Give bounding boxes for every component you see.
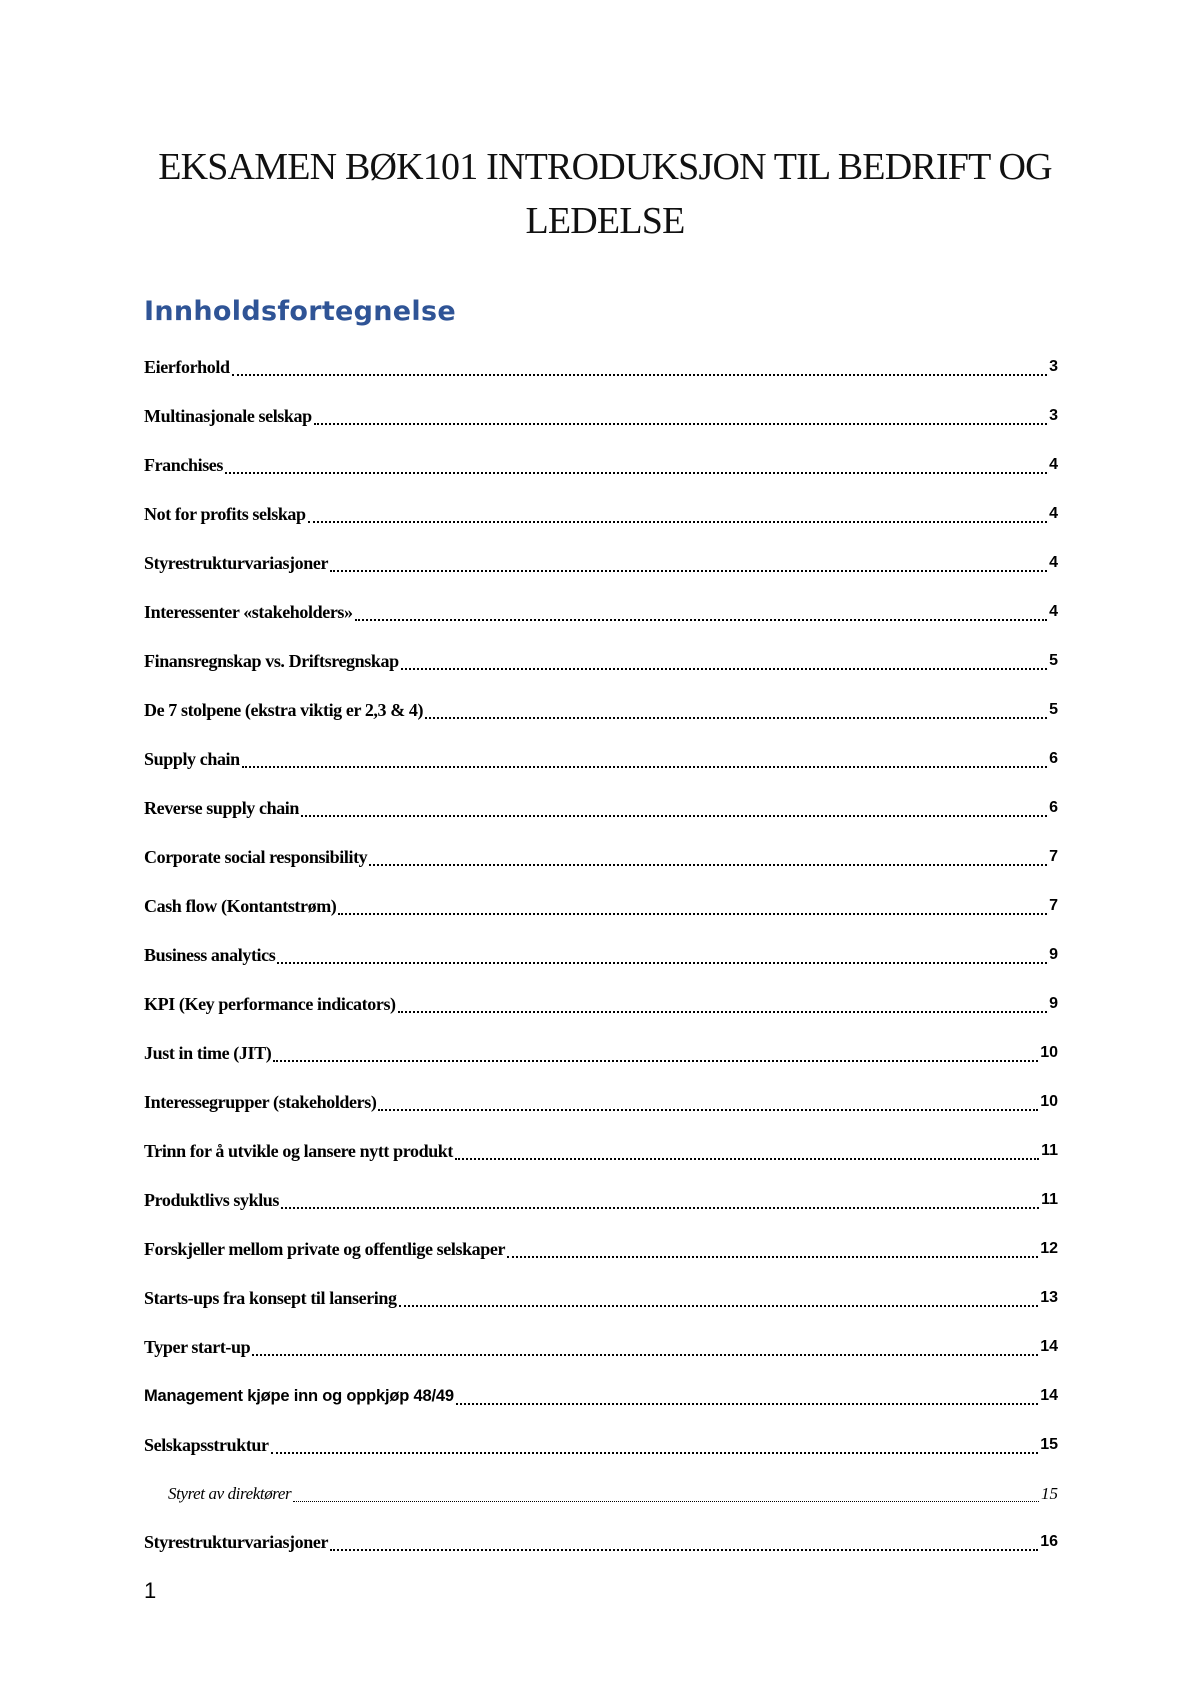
toc-entry[interactable] <box>144 1189 1058 1238</box>
toc-entry-page: 7 <box>1049 848 1058 865</box>
toc-entry-label: Styrestrukturvariasjoner <box>144 1532 329 1552</box>
dot-leader <box>308 503 1047 523</box>
toc-entry-label: Reverse supply chain <box>144 798 300 818</box>
toc-entry-label: Management kjøpe inn og oppkjøp 48/49 <box>144 1387 454 1405</box>
toc-entry[interactable] <box>144 797 1058 846</box>
dot-leader <box>232 356 1048 376</box>
dot-leader <box>273 1042 1038 1062</box>
toc-entry[interactable] <box>144 356 1058 405</box>
toc-entry-label: Cash flow (Kontantstrøm) <box>144 896 337 916</box>
toc-entry-label: Multinasjonale selskap <box>144 406 312 426</box>
toc-entry[interactable] <box>144 454 1058 503</box>
toc-entry[interactable] <box>144 503 1058 552</box>
toc-entry-label: Supply chain <box>144 749 240 769</box>
dot-leader <box>225 454 1047 474</box>
toc-entry-page: 4 <box>1049 456 1058 473</box>
toc-entry[interactable] <box>144 993 1058 1042</box>
toc-entry-page: 9 <box>1049 946 1058 963</box>
toc-entry-label: Not for profits selskap <box>144 504 306 524</box>
toc-heading: Innholdsfortegnelse <box>144 296 456 327</box>
toc-entry-label: Franchises <box>144 455 223 475</box>
toc-entry-label: Starts-ups fra konsept til lansering <box>144 1288 397 1308</box>
dot-leader <box>281 1189 1039 1209</box>
toc-entry[interactable] <box>144 1287 1058 1336</box>
toc-entry[interactable] <box>144 1042 1058 1091</box>
toc-entry[interactable] <box>144 1238 1058 1287</box>
toc-entry-page: 12 <box>1040 1240 1058 1257</box>
dot-leader <box>425 699 1047 719</box>
toc-entry[interactable] <box>144 846 1058 895</box>
toc-entry[interactable] <box>144 1434 1058 1483</box>
toc-subentry-label: Styret av direktører <box>168 1484 292 1503</box>
toc-entry[interactable] <box>144 699 1058 748</box>
toc-entry-label: Corporate social responsibility <box>144 847 368 867</box>
toc-entry-page: 3 <box>1049 358 1058 375</box>
dot-leader <box>507 1238 1038 1258</box>
toc-entry-page: 4 <box>1049 505 1058 522</box>
toc-entry-page: 13 <box>1040 1289 1058 1306</box>
toc-subentry-page: 15 <box>1041 1484 1058 1503</box>
toc-entry[interactable] <box>144 944 1058 993</box>
toc-entry-page: 14 <box>1040 1387 1058 1404</box>
toc-entry[interactable] <box>144 1336 1058 1385</box>
toc-entry-page: 10 <box>1040 1093 1058 1110</box>
toc-entry[interactable] <box>144 1091 1058 1140</box>
toc-entry-label: Finansregnskap vs. Driftsregnskap <box>144 651 399 671</box>
toc-entry-page: 6 <box>1049 799 1058 816</box>
dot-leader <box>399 1287 1039 1307</box>
toc-entry[interactable] <box>144 1531 1058 1580</box>
dot-leader <box>242 748 1047 768</box>
toc-entry-page: 16 <box>1040 1533 1058 1550</box>
toc-entry-label: Produktlivs syklus <box>144 1190 280 1210</box>
dot-leader <box>398 993 1047 1013</box>
toc-entry-page: 5 <box>1049 652 1058 669</box>
toc-entry-label: Typer start-up <box>144 1337 251 1357</box>
toc-entry-page: 3 <box>1049 407 1058 424</box>
toc-entry[interactable] <box>144 601 1058 650</box>
dot-leader <box>378 1091 1038 1111</box>
toc-entry-label: Business analytics <box>144 945 276 965</box>
toc-entry[interactable] <box>144 895 1058 944</box>
toc-entry-label: Interessegrupper (stakeholders) <box>144 1092 377 1112</box>
toc-entry-label: Trinn for å utvikle og lansere nytt produkt <box>144 1141 454 1161</box>
dot-leader <box>369 846 1047 866</box>
toc-entry[interactable] <box>144 405 1058 454</box>
dot-leader <box>301 797 1047 817</box>
toc-entry-page: 6 <box>1049 750 1058 767</box>
dot-leader <box>456 1385 1038 1405</box>
toc-entry-page: 4 <box>1049 603 1058 620</box>
toc-entry-page: 9 <box>1049 995 1058 1012</box>
footer-page-number: 1 <box>144 1578 157 1603</box>
toc-entry-page: 11 <box>1041 1191 1058 1208</box>
dot-leader <box>314 405 1047 425</box>
toc-entry[interactable] <box>144 552 1058 601</box>
toc-entry-page: 11 <box>1041 1142 1058 1159</box>
toc-entry[interactable] <box>144 748 1058 797</box>
toc-entry-page: 15 <box>1040 1436 1058 1453</box>
toc-entry-label: KPI (Key performance indicators) <box>144 994 396 1014</box>
toc-entry[interactable] <box>144 1140 1058 1189</box>
document-title: EKSAMEN BØK101 INTRODUKSJON TIL BEDRIFT OG LEDELSE <box>158 146 1052 242</box>
toc-entry-label: Just in time (JIT) <box>144 1043 272 1063</box>
dot-leader <box>330 552 1047 572</box>
toc-entry-label: Styrestrukturvariasjoner <box>144 553 329 573</box>
dot-leader <box>338 895 1047 915</box>
toc-entry-label: Interessenter «stakeholders» <box>144 602 353 622</box>
toc-entry-label: Forskjeller mellom private og offentlige selskaper <box>144 1239 506 1259</box>
dot-leader <box>401 650 1047 670</box>
dot-leader <box>252 1336 1038 1356</box>
toc-subentry[interactable] <box>144 1483 1058 1531</box>
table-of-contents <box>144 356 1058 1580</box>
dot-leader <box>355 601 1047 621</box>
dot-leader <box>271 1434 1039 1454</box>
toc-entry-page: 7 <box>1049 897 1058 914</box>
dot-leader <box>455 1140 1039 1160</box>
dot-leader <box>330 1531 1038 1551</box>
toc-entry-label: De 7 stolpene (ekstra viktig er 2,3 & 4) <box>144 700 424 720</box>
toc-entry-label: Selskapsstruktur <box>144 1435 269 1455</box>
toc-entry[interactable] <box>144 1385 1058 1434</box>
toc-entry-label: Eierforhold <box>144 357 230 377</box>
toc-entry[interactable] <box>144 650 1058 699</box>
dot-leader <box>293 1483 1039 1502</box>
toc-entry-page: 4 <box>1049 554 1058 571</box>
toc-entry-page: 5 <box>1049 701 1058 718</box>
toc-entry-page: 10 <box>1040 1044 1058 1061</box>
dot-leader <box>277 944 1047 964</box>
toc-entry-page: 14 <box>1040 1338 1058 1355</box>
